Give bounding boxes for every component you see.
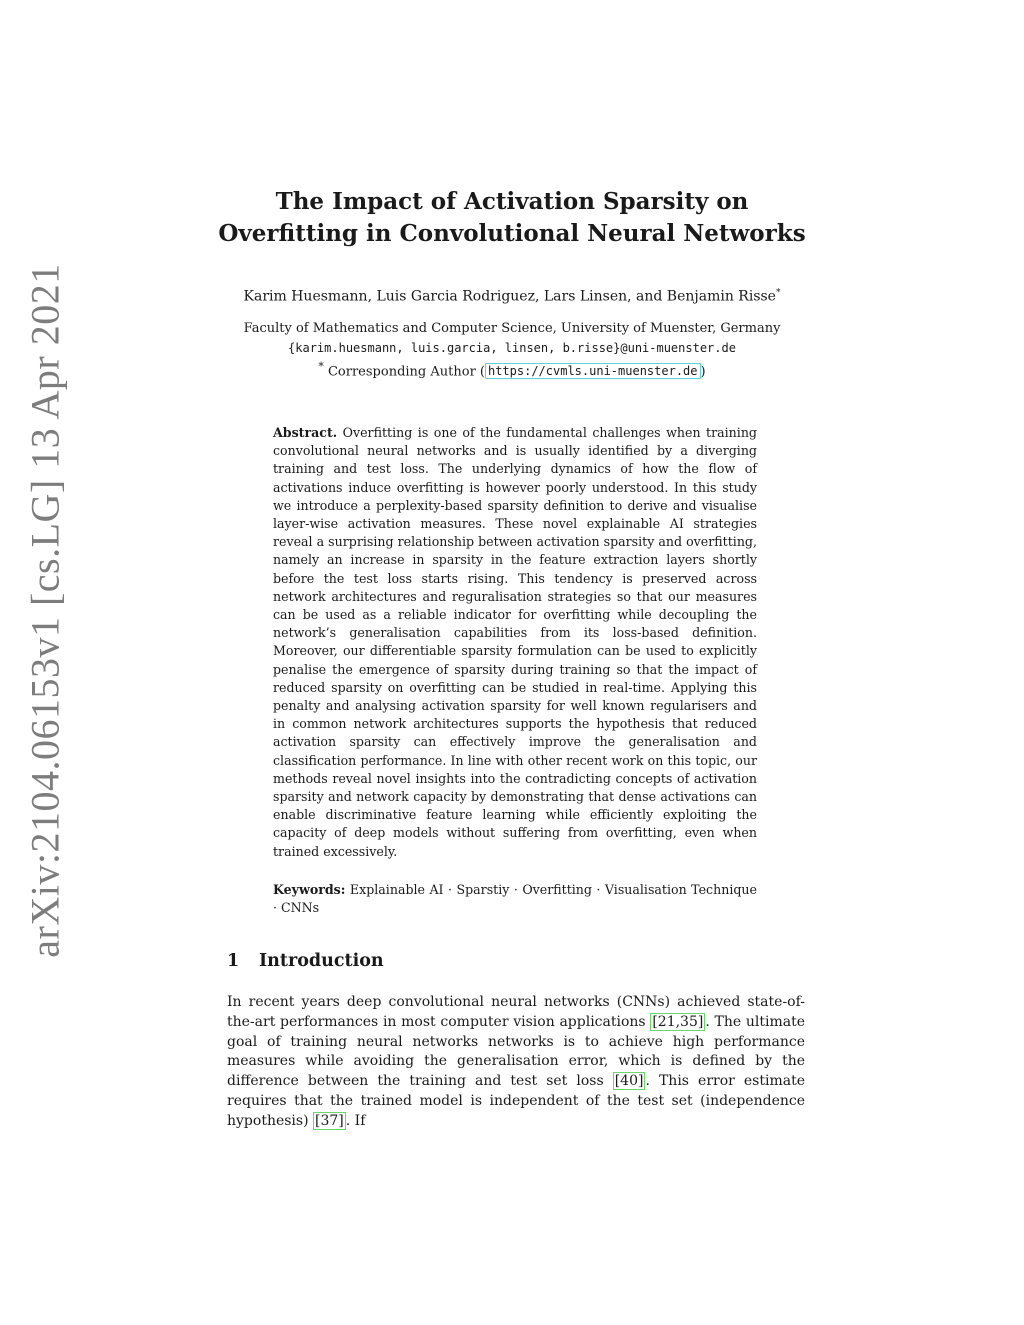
corresponding-marker: * — [775, 288, 781, 298]
abstract-label: Abstract. — [273, 425, 338, 440]
title-line-1: The Impact of Activation Sparsity on — [275, 188, 749, 215]
corresponding-author-line — [0, 358, 1024, 382]
title-line-2: Overfitting in Convolutional Neural Networks — [218, 220, 806, 247]
section-heading-introduction — [227, 951, 384, 971]
abstract-text: Overfitting is one of the fundamental challenges when training convolutional neural networks and is usually identified by a diverging training and test loss. The underlying dynamics of how the flow of activations induce overfitting is however poorly understood. In this study we introduce a perplexity-based sparsity definition to derive and visualise layer-wise activation measures. These novel explainable AI strategies reveal a surprising relationship between activation sparsity and overfitting, namely an increase in sparsity in the feature extraction layers shortly before the test loss starts rising. This tendency is preserved across network architectures and reguralisation strategies so that our measures can be used as a reliable indicator for overfitting while decoupling the network’s generalisation capabilities from its loss-based definition. Moreover, our differentiable sparsity formulation can be used to explicitly penalise the emergence of sparsity during training so that the impact of reduced sparsity on overfitting can be studied in real-time. Applying this penalty and analysing activation sparsity for well known regularisers and in common network architectures supports the hypothesis that reduced activation sparsity can effectively improve the generalisation and classification performance. In line with other recent work on this topic, our methods reveal novel insights into the contradicting concepts of activation sparsity and network capacity by demonstrating that dense activations can enable discriminative feature learning while efficiently exploiting the capacity of deep models without suffering from overfitting, even when trained excessively. — [273, 425, 757, 859]
section-title: Introduction — [259, 951, 384, 971]
citation-link-40[interactable]: [40] — [614, 1073, 644, 1090]
lab-url-link[interactable]: https://cvmls.uni-muenster.de — [485, 363, 701, 379]
institution: Faculty of Mathematics and Computer Science, University of Muenster, Germany — [243, 321, 781, 336]
section-number: 1 — [227, 951, 240, 971]
intro-text-3: . This error estimate requires that the trained model is independent of the test set (independence hypothesis) — [227, 1073, 806, 1129]
author-emails: {karim.huesmann, luis.garcia, linsen, b.risse}@uni-muenster.de — [288, 340, 736, 355]
citation-link-21-35[interactable]: [21,35] — [652, 1013, 704, 1030]
corresponding-author-close: ) — [700, 364, 706, 380]
author-names: Karim Huesmann, Luis Garcia Rodriguez, Lars Linsen, and Benjamin Risse — [243, 288, 776, 305]
paper-title — [0, 186, 1024, 250]
keywords-label: Keywords: — [273, 882, 346, 897]
intro-text-4: . If — [345, 1112, 366, 1129]
corresponding-author-label: Corresponding Author ( — [327, 364, 485, 380]
intro-text-2: . The ultimate goal of training neural networks networks is to achieve high performance measures while avoiding the generalisation error, which is defined by the difference between the training and test set loss — [227, 1013, 805, 1090]
abstract — [273, 424, 757, 861]
affiliation-block — [0, 320, 1024, 382]
arxiv-identifier-text: arXiv:2104.06153v1 [cs.LG] 13 Apr 2021 — [22, 262, 68, 958]
citation-link-37[interactable]: [37] — [315, 1112, 344, 1129]
intro-text-1: In recent years deep convolutional neural networks (CNNs) achieved state-of-the-art performances in most computer vision applications — [227, 994, 805, 1030]
author-list — [0, 284, 1024, 306]
keywords-text: Explainable AI · Sparstiy · Overfitting · Visualisation Technique · CNNs — [273, 882, 757, 916]
keywords — [273, 881, 757, 917]
corresponding-author-marker: * — [318, 360, 324, 373]
introduction-paragraph — [227, 993, 805, 1132]
